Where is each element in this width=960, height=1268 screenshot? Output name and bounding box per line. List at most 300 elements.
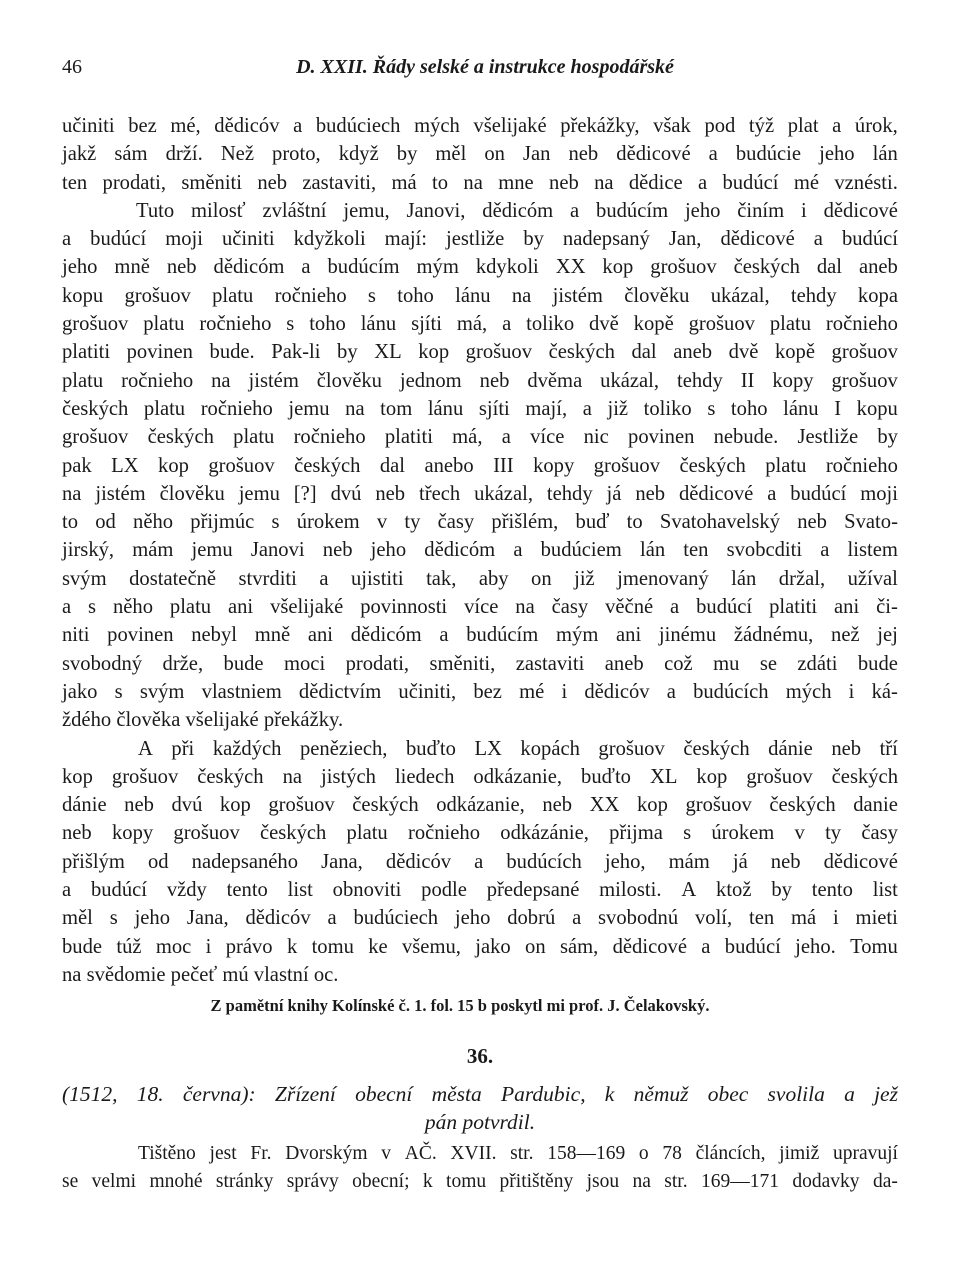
word: lánu xyxy=(455,284,491,307)
word: se xyxy=(62,1171,79,1192)
word: více xyxy=(530,426,565,449)
word: a xyxy=(697,171,708,194)
word: při xyxy=(171,737,195,760)
word: kopu xyxy=(62,284,104,307)
word: a xyxy=(767,482,777,505)
word: a xyxy=(62,879,72,902)
word: jakž xyxy=(62,143,97,166)
word: grošuov xyxy=(124,284,191,307)
word: str. xyxy=(510,1143,534,1164)
word: jistém xyxy=(552,284,603,307)
text-line xyxy=(62,423,898,451)
word: ktož xyxy=(716,879,752,902)
word: dědicové xyxy=(612,935,687,958)
text-line xyxy=(62,904,898,932)
word: dvě xyxy=(589,313,619,336)
word: českých xyxy=(683,737,750,760)
word: aneb xyxy=(858,256,898,279)
word: kopě xyxy=(633,313,674,336)
word: kdyžkoli xyxy=(293,228,366,251)
word: s xyxy=(114,680,123,703)
word: přijma xyxy=(609,822,663,845)
word: tehdy xyxy=(790,284,837,307)
word: budúcích xyxy=(506,850,582,873)
word: zdáti xyxy=(797,652,838,675)
word: i xyxy=(832,907,839,930)
word: pod xyxy=(704,115,736,137)
word: dědicové xyxy=(823,199,898,222)
word: já xyxy=(606,482,622,505)
word: i xyxy=(801,199,807,222)
word: platu xyxy=(765,454,807,477)
word: budúcí xyxy=(841,228,898,251)
word: kop xyxy=(418,341,450,364)
word: ten xyxy=(62,171,88,194)
word: tří xyxy=(879,737,898,760)
word: lán xyxy=(872,143,898,166)
word: od xyxy=(95,511,116,534)
word: českých xyxy=(769,794,836,817)
word: na xyxy=(463,171,483,194)
word: a xyxy=(570,199,580,222)
word: s xyxy=(683,822,692,845)
word: jako xyxy=(62,680,98,703)
word: kop xyxy=(62,765,93,788)
word: a xyxy=(502,313,512,336)
word: českých xyxy=(352,794,419,817)
text-line xyxy=(62,650,898,678)
text-line xyxy=(62,197,898,225)
word: neb xyxy=(568,143,599,166)
word: českých xyxy=(831,765,898,788)
word: sjíti xyxy=(411,313,442,336)
text-line xyxy=(62,735,898,763)
word: neb xyxy=(375,482,406,505)
word: a xyxy=(62,228,72,251)
word: listem xyxy=(847,539,898,562)
word: českých xyxy=(294,454,361,477)
word: podle xyxy=(421,879,467,902)
word: vždy xyxy=(166,879,207,902)
word: učiniti xyxy=(221,228,275,251)
word: ty xyxy=(825,822,842,845)
word: člověku xyxy=(159,482,225,505)
word: českých xyxy=(733,256,800,279)
word: s xyxy=(707,397,716,420)
word: ty xyxy=(404,511,421,534)
word: budúcí xyxy=(790,482,847,505)
word: mnohé xyxy=(149,1171,203,1192)
word: dvě xyxy=(728,341,759,364)
word: XX xyxy=(589,794,620,817)
word: sám xyxy=(114,143,148,166)
word: Svatohavelský xyxy=(659,511,781,534)
word: grošuov xyxy=(650,256,717,279)
word: tom xyxy=(380,397,413,420)
word: toho xyxy=(309,313,346,336)
word: a xyxy=(582,397,592,420)
word: moci xyxy=(283,652,326,675)
word: přišlém, xyxy=(491,511,559,534)
word: všelijaké xyxy=(473,115,547,137)
word: dědicové xyxy=(678,482,754,505)
word: neb xyxy=(257,171,288,194)
word: přišlým xyxy=(62,850,125,873)
word: jirský, xyxy=(62,539,115,562)
word: neb xyxy=(549,171,579,194)
text-line xyxy=(62,593,898,621)
word: a xyxy=(701,935,711,958)
word: a xyxy=(501,426,511,449)
word: Jestliže xyxy=(797,426,859,449)
word: odkázánie, xyxy=(500,822,589,845)
word: žádnému, xyxy=(733,624,814,647)
word: kop xyxy=(219,794,251,817)
word: předepsané xyxy=(486,879,580,902)
word: Tomu xyxy=(850,935,898,958)
word: ukázal, xyxy=(600,369,660,392)
word: volí, xyxy=(694,907,733,930)
word: svobodnú xyxy=(598,907,679,930)
word: či- xyxy=(876,596,898,619)
word: svolila xyxy=(767,1082,825,1106)
word: grošuov xyxy=(831,341,898,364)
word: povinen xyxy=(126,341,193,364)
word: jeho xyxy=(819,143,855,166)
word: on xyxy=(484,143,505,166)
word: grošuov xyxy=(62,313,129,336)
word: jeho xyxy=(454,907,491,930)
word: v xyxy=(376,511,388,534)
word: Janovi, xyxy=(406,199,466,222)
word: na xyxy=(632,1171,651,1192)
word: ten xyxy=(748,907,775,930)
word: kopě xyxy=(774,341,815,364)
word: Tištěno xyxy=(138,1143,196,1164)
word: platiti xyxy=(62,341,111,364)
word: ani xyxy=(834,596,860,619)
word: kopu xyxy=(856,397,898,420)
word: platu xyxy=(233,426,275,449)
word: ani xyxy=(616,624,642,647)
word: by xyxy=(771,879,792,902)
word: Dvorským xyxy=(285,1143,368,1164)
word: moji xyxy=(860,482,898,505)
word: obecní xyxy=(355,1082,413,1106)
word: neb xyxy=(166,256,197,279)
word: jemu xyxy=(288,397,330,420)
word: jeho xyxy=(62,256,98,279)
word: v xyxy=(381,1143,392,1164)
word: a xyxy=(301,256,311,279)
word: dostatečně xyxy=(129,567,217,590)
word: jsou xyxy=(586,1171,620,1192)
word: ročnieho xyxy=(274,284,347,307)
word: grošuov xyxy=(746,765,813,788)
word: neb xyxy=(322,539,353,562)
word: mne xyxy=(498,171,534,194)
word: českých xyxy=(62,397,129,420)
word: i xyxy=(561,680,568,703)
word: a xyxy=(327,907,337,930)
word: platiti xyxy=(769,596,818,619)
word: měl xyxy=(435,143,467,166)
word: ani xyxy=(228,596,254,619)
word: a xyxy=(319,567,329,590)
word: nadepsaný xyxy=(562,228,650,251)
word: dědicové xyxy=(616,143,691,166)
word: ani xyxy=(307,624,334,647)
text-line xyxy=(62,338,898,366)
word: českých xyxy=(259,822,327,845)
word: budúcí xyxy=(722,171,779,194)
word: Pak-li xyxy=(271,341,321,364)
word: tomu xyxy=(446,1171,487,1192)
word: jej xyxy=(877,624,898,647)
word: Janovi xyxy=(250,539,305,562)
word: lánu xyxy=(427,397,464,420)
word: a xyxy=(474,850,484,873)
word: Zřízení xyxy=(274,1082,336,1106)
text-line xyxy=(62,452,898,480)
section-text xyxy=(62,1140,898,1196)
word: učiniti xyxy=(62,115,115,137)
word: povinen xyxy=(628,426,695,449)
word: úrokem xyxy=(711,822,775,845)
text-line xyxy=(62,1168,898,1196)
word: směniti xyxy=(181,171,242,194)
word: tak, xyxy=(426,567,457,590)
word: platu xyxy=(169,596,212,619)
word: lán xyxy=(731,567,757,590)
word: vznésti. xyxy=(834,171,898,194)
word: to xyxy=(62,511,79,534)
word: on xyxy=(531,567,552,590)
word: vlastniem xyxy=(201,680,282,703)
word: jest xyxy=(209,1143,237,1164)
word: všemu, xyxy=(402,935,461,958)
word: jimiž xyxy=(779,1143,820,1164)
word: milosť xyxy=(191,199,246,222)
word: má, xyxy=(456,313,488,336)
word: jeho xyxy=(134,907,171,930)
word: kopy xyxy=(533,454,575,477)
word: s xyxy=(367,284,376,307)
word: a xyxy=(670,596,680,619)
word: budúcí xyxy=(696,596,753,619)
word: ročnieho xyxy=(199,313,272,336)
word: budúcím xyxy=(596,199,669,222)
text-line xyxy=(62,791,898,819)
word: kopy xyxy=(772,369,814,392)
word: grošuov xyxy=(593,454,661,477)
word: bude. xyxy=(209,341,255,364)
word: grošuov xyxy=(268,794,335,817)
word: více xyxy=(464,596,499,619)
word: drží. xyxy=(165,143,203,166)
word: stvrditi xyxy=(238,567,297,590)
word: XL xyxy=(374,341,402,364)
text-line: na svědomie pečeť mú vlastní oc. xyxy=(62,963,339,986)
text-line xyxy=(62,508,898,536)
word: toliko xyxy=(526,313,575,336)
word: a xyxy=(832,115,842,137)
word: budúcie xyxy=(735,143,802,166)
word: neb xyxy=(62,822,92,845)
word: tento xyxy=(226,879,268,902)
text-line xyxy=(62,876,898,904)
section-title-line xyxy=(62,1080,898,1108)
word: bude xyxy=(62,935,103,958)
word: odkázanie, xyxy=(436,794,525,817)
word: ukázal, xyxy=(474,482,533,505)
text-line xyxy=(62,253,898,281)
word: lán xyxy=(639,539,666,562)
word: a xyxy=(844,1082,855,1106)
word: jestliže xyxy=(446,228,505,251)
word: aneb xyxy=(673,341,713,364)
word: jež xyxy=(874,1082,898,1106)
word: má, xyxy=(452,426,483,449)
word: má xyxy=(391,171,417,194)
word: dvú xyxy=(171,794,203,817)
word: když xyxy=(338,143,379,166)
word: měl xyxy=(62,907,93,930)
text-line xyxy=(62,536,898,564)
word: Pardubic, xyxy=(500,1082,586,1106)
word: by xyxy=(337,341,358,364)
source-note: Z pamětní knihy Kolínské č. 1. fol. 15 b poskytl mi prof. J. Čelakovský. xyxy=(210,996,710,1015)
word: mají, xyxy=(525,397,568,420)
word: mám xyxy=(668,850,710,873)
word: jednom xyxy=(399,369,462,392)
word: kop xyxy=(158,454,189,477)
word: června): xyxy=(182,1082,256,1106)
word: povinnosti xyxy=(360,596,448,619)
word: platu xyxy=(143,313,185,336)
word: mieti xyxy=(855,907,898,930)
word: kop xyxy=(696,765,728,788)
word: toliko xyxy=(643,397,692,420)
word: dědicové xyxy=(823,850,898,873)
word: s xyxy=(88,596,97,619)
word: města xyxy=(431,1082,482,1106)
word: než xyxy=(831,624,860,647)
text-line xyxy=(62,848,898,876)
word: anebo xyxy=(424,454,474,477)
word: však xyxy=(653,115,691,137)
word: s xyxy=(109,907,118,930)
word: věčné xyxy=(605,596,654,619)
word: o xyxy=(638,1143,649,1164)
word: neb xyxy=(797,511,827,534)
word: proto, xyxy=(272,143,321,166)
word: úrokem xyxy=(296,511,360,534)
word: on xyxy=(525,935,546,958)
word: na xyxy=(511,284,532,307)
text-line xyxy=(62,565,898,593)
word: dědicóm xyxy=(424,539,496,562)
word: kopách xyxy=(520,737,580,760)
word: dánie xyxy=(768,737,813,760)
word: budúcím xyxy=(327,256,400,279)
word: člověku xyxy=(624,284,690,307)
word: 18. xyxy=(136,1082,164,1106)
word: ukázal, xyxy=(710,284,770,307)
word: platu xyxy=(62,369,104,392)
word: neb xyxy=(831,737,862,760)
word: budúciem xyxy=(540,539,622,562)
word: mé xyxy=(793,171,820,194)
word: i xyxy=(848,680,855,703)
word: by xyxy=(877,426,898,449)
word: mu xyxy=(713,652,740,675)
word: časy xyxy=(437,511,475,534)
word: bude xyxy=(223,652,264,675)
word: budúcí xyxy=(724,935,781,958)
word: svým xyxy=(139,680,185,703)
word: v xyxy=(794,822,805,845)
word: svobcditi xyxy=(726,539,803,562)
word: správy xyxy=(286,1171,339,1192)
word: list xyxy=(287,879,313,902)
word: 158—169 xyxy=(547,1143,626,1164)
word: aby xyxy=(478,567,509,590)
word: dědicóm xyxy=(482,199,554,222)
word: třech xyxy=(419,482,461,505)
word: přitištěny xyxy=(499,1171,574,1192)
word: nic xyxy=(583,426,609,449)
word: moc xyxy=(155,935,192,958)
word: k xyxy=(422,1171,433,1192)
word: na xyxy=(62,482,82,505)
word: upravují xyxy=(832,1143,898,1164)
running-head: D. XXII. Řády selské a instrukce hospodářské xyxy=(296,56,674,78)
word: obec xyxy=(707,1082,749,1106)
word: sjíti xyxy=(478,397,510,420)
word: plat xyxy=(787,115,819,137)
word: bez xyxy=(128,115,157,137)
word: užíval xyxy=(847,567,898,590)
word: jako xyxy=(475,935,511,958)
text-line xyxy=(62,112,898,140)
word: Tuto xyxy=(136,199,175,222)
text-line xyxy=(62,480,898,508)
word: dědicóv xyxy=(245,907,311,930)
word: dal xyxy=(816,256,843,279)
word: a xyxy=(513,539,523,562)
text-line xyxy=(62,933,898,961)
word: kopy xyxy=(111,822,154,845)
word: přijmúc xyxy=(190,511,255,534)
word: to xyxy=(432,171,449,194)
word: ujistiti xyxy=(350,567,404,590)
word: jistých xyxy=(321,765,376,788)
word: obecní; xyxy=(352,1171,410,1192)
text-line xyxy=(62,169,898,197)
text-line xyxy=(62,678,898,706)
word: zastaviti, xyxy=(302,171,377,194)
word: činím xyxy=(737,199,785,222)
text-line: ždého člověka všelijaké překážky. xyxy=(62,709,344,732)
word: Svato- xyxy=(844,511,898,534)
word: AČ. xyxy=(404,1143,437,1164)
text-line xyxy=(62,140,898,168)
word: českých xyxy=(197,765,264,788)
word: ten xyxy=(683,539,709,562)
word: dodavky xyxy=(792,1171,860,1192)
word: dědicóv xyxy=(584,680,650,703)
